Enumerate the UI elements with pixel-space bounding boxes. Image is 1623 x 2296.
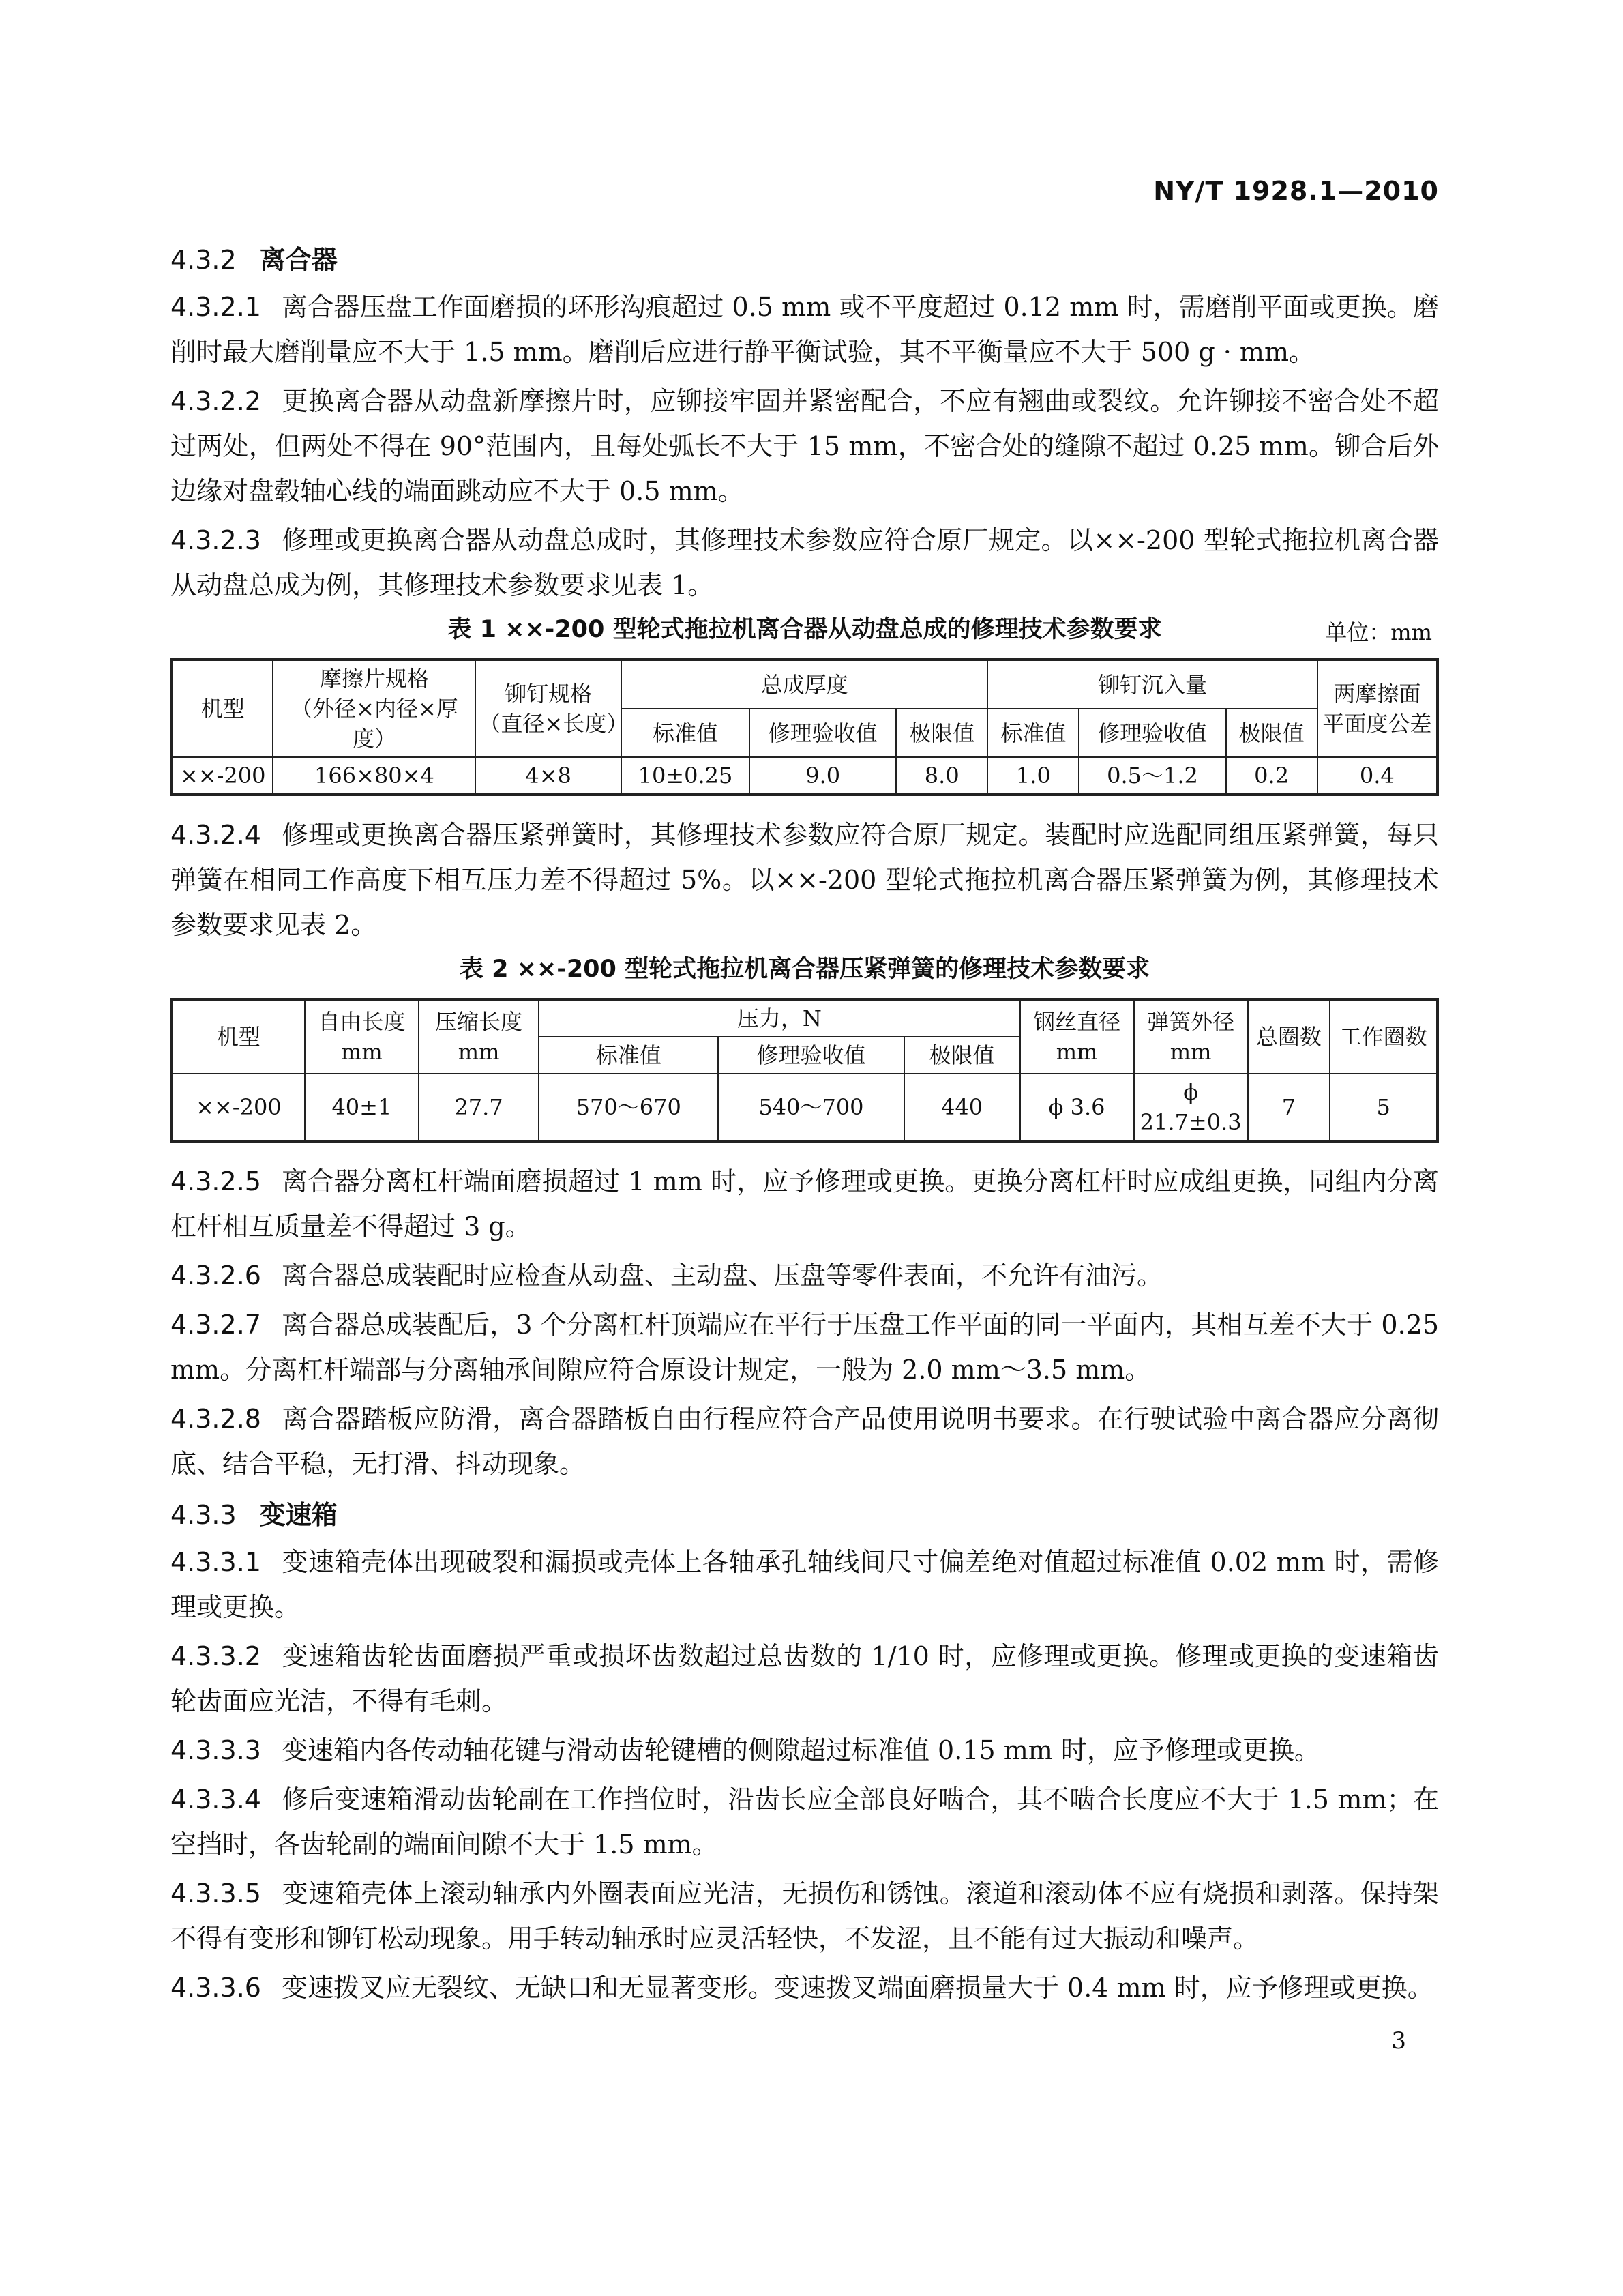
clause-4-3-2-4 xyxy=(170,812,1439,947)
clause-text: 变速箱壳体上滚动轴承内外圈表面应光洁，无损伤和锈蚀。滚道和滚动体不应有烧损和剥落。保持架不得有变形和铆钉松动现象。用手转动轴承时应灵活轻快，不发涩，且不能有过大振动和噪声。 xyxy=(170,1879,1439,1954)
clause-number: 4.3.3.3 xyxy=(170,1735,261,1765)
clause-number: 4.3.2.3 xyxy=(170,525,261,555)
header-cell: 自由长度 mm xyxy=(305,999,419,1074)
clause-4-3-2-1 xyxy=(170,284,1439,374)
clause-4-3-3-5 xyxy=(170,1871,1439,1961)
clause-text: 离合器踏板应防滑，离合器踏板自由行程应符合产品使用说明书要求。在行驶试验中离合器应分离彻底、结合平稳，无打滑、抖动现象。 xyxy=(170,1404,1439,1479)
page-number: 3 xyxy=(1391,2027,1406,2055)
header-cell: 总圈数 xyxy=(1248,999,1330,1074)
clause-number: 4.3.2.4 xyxy=(170,820,261,850)
header-cell: 极限值 xyxy=(1226,709,1317,757)
clause-4-3-3-1 xyxy=(170,1540,1439,1630)
table-header-row xyxy=(172,999,1438,1037)
table-cell: 166×80×4 xyxy=(273,757,475,795)
clause-4-3-3-3 xyxy=(170,1728,1439,1773)
table-row xyxy=(172,1074,1438,1141)
clause-text: 离合器总成装配后，3 个分离杠杆顶端应在平行于压盘工作平面的同一平面内，其相互差不大于 0.25 mm。分离杠杆端部与分离轴承间隙应符合原设计规定，一般为 2.0 mm～3.5 mm。 xyxy=(170,1310,1439,1385)
table-cell: 10±0.25 xyxy=(621,757,749,795)
clause-4-3-3-4 xyxy=(170,1777,1439,1867)
section-number: 4.3.3 xyxy=(170,1500,237,1530)
table-cell: 9.0 xyxy=(749,757,896,795)
clause-number: 4.3.2.8 xyxy=(170,1404,261,1434)
clause-text: 修理或更换离合器从动盘总成时，其修理技术参数应符合原厂规定。以××-200 型轮式拖拉机离合器从动盘总成为例，其修理技术参数要求见表 1。 xyxy=(170,525,1439,600)
clause-number: 4.3.2.1 xyxy=(170,292,261,322)
table-caption-text: 表 2 ××-200 型轮式拖拉机离合器压紧弹簧的修理技术参数要求 xyxy=(459,956,1150,983)
header-cell: 两摩擦面 平面度公差 xyxy=(1317,660,1438,757)
header-cell: 机型 xyxy=(172,660,273,757)
clause-text: 修后变速箱滑动齿轮副在工作挡位时，沿齿长应全部良好啮合，其不啮合长度应不大于 1.5 mm；在空挡时，各齿轮副的端面间隙不大于 1.5 mm。 xyxy=(170,1784,1439,1859)
header-cell: 压缩长度 mm xyxy=(419,999,539,1074)
header-cell: 工作圈数 xyxy=(1330,999,1438,1074)
table-cell: 5 xyxy=(1330,1074,1438,1141)
header-cell: 修理验收值 xyxy=(718,1037,904,1074)
table-cell: 570～670 xyxy=(539,1074,718,1141)
table-cell: ××-200 xyxy=(172,757,273,795)
clause-4-3-2-5 xyxy=(170,1159,1439,1249)
clause-number: 4.3.2.2 xyxy=(170,386,261,416)
table-cell: 0.5～1.2 xyxy=(1079,757,1225,795)
clause-4-3-3-6 xyxy=(170,1965,1439,2010)
clause-4-3-2-3 xyxy=(170,518,1439,608)
header-cell: 压力，N xyxy=(539,999,1019,1037)
section-heading-4-3-2 xyxy=(170,235,1439,284)
clause-number: 4.3.2.7 xyxy=(170,1310,261,1340)
header-cell: 机型 xyxy=(172,999,305,1074)
table-cell: 0.2 xyxy=(1226,757,1317,795)
table-2 xyxy=(170,998,1439,1143)
clause-4-3-2-8 xyxy=(170,1396,1439,1486)
table-2-caption xyxy=(170,953,1439,986)
clause-text: 离合器分离杠杆端面磨损超过 1 mm 时，应予修理或更换。更换分离杠杆时应成组更换，同组内分离杠杆相互质量差不得超过 3 g。 xyxy=(170,1166,1439,1241)
table-cell: ϕ 3.6 xyxy=(1020,1074,1134,1141)
section-title: 离合器 xyxy=(259,245,338,275)
header-cell: 标准值 xyxy=(987,709,1079,757)
table-cell: 540～700 xyxy=(718,1074,904,1141)
table-cell: 1.0 xyxy=(987,757,1079,795)
header-cell: 极限值 xyxy=(896,709,987,757)
table-row xyxy=(172,757,1438,795)
clause-text: 变速拨叉应无裂纹、无缺口和无显著变形。变速拨叉端面磨损量大于 0.4 mm 时，应予修理或更换。 xyxy=(281,1973,1433,2003)
clause-number: 4.3.3.4 xyxy=(170,1784,261,1814)
clause-text: 离合器压盘工作面磨损的环形沟痕超过 0.5 mm 或不平度超过 0.12 mm 时，需磨削平面或更换。磨削时最大磨削量应不大于 1.5 mm。磨削后应进行静平衡试验，其不平衡量应不大于 500 g · mm。 xyxy=(170,292,1439,367)
clause-number: 4.3.2.5 xyxy=(170,1166,261,1196)
section-number: 4.3.2 xyxy=(170,245,237,275)
table-cell: 7 xyxy=(1248,1074,1330,1141)
header-cell: 钢丝直径 mm xyxy=(1020,999,1134,1074)
clause-text: 离合器总成装配时应检查从动盘、主动盘、压盘等零件表面，不允许有油污。 xyxy=(281,1261,1163,1291)
table-cell: ϕ 21.7±0.3 xyxy=(1134,1074,1248,1141)
clause-text: 变速箱壳体出现破裂和漏损或壳体上各轴承孔轴线间尺寸偏差绝对值超过标准值 0.02 mm 时，需修理或更换。 xyxy=(170,1547,1439,1622)
section-title: 变速箱 xyxy=(259,1500,338,1530)
clause-number: 4.3.2.6 xyxy=(170,1261,261,1291)
clause-text: 更换离合器从动盘新摩擦片时，应铆接牢固并紧密配合，不应有翘曲或裂纹。允许铆接不密合处不超过两处，但两处不得在 90°范围内，且每处弧长不大于 15 mm，不密合处的缝隙不超过 0.25 mm。铆合后外边缘对盘毂轴心线的端面跳动应不大于 0.5 mm。 xyxy=(170,386,1439,506)
header-cell: 修理验收值 xyxy=(1079,709,1225,757)
clause-4-3-3-2 xyxy=(170,1634,1439,1724)
header-cell: 极限值 xyxy=(904,1037,1020,1074)
table-cell: 440 xyxy=(904,1074,1020,1141)
clause-4-3-2-6 xyxy=(170,1253,1439,1298)
table-cell: 27.7 xyxy=(419,1074,539,1141)
header-cell: 弹簧外径 mm xyxy=(1134,999,1248,1074)
document-number: NY/T 1928.1—2010 xyxy=(1153,176,1439,206)
clause-number: 4.3.3.1 xyxy=(170,1547,261,1577)
header-cell: 铆钉规格 （直径×长度） xyxy=(475,660,621,757)
header-cell: 总成厚度 xyxy=(621,660,987,709)
clause-number: 4.3.3.6 xyxy=(170,1973,261,2003)
table-1-caption xyxy=(170,613,1439,646)
section-heading-4-3-3 xyxy=(170,1490,1439,1540)
header-cell: 铆钉沉入量 xyxy=(987,660,1317,709)
table-header-row xyxy=(172,660,1438,709)
header-cell: 标准值 xyxy=(539,1037,718,1074)
page-content xyxy=(170,235,1439,2014)
table-cell: ××-200 xyxy=(172,1074,305,1141)
clause-text: 修理或更换离合器压紧弹簧时，其修理技术参数应符合原厂规定。装配时应选配同组压紧弹簧，每只弹簧在相同工作高度下相互压力差不得超过 5%。以××-200 型轮式拖拉机离合器压紧弹簧为例，其修理技术参数要求见表 2。 xyxy=(170,820,1439,940)
header-cell: 标准值 xyxy=(621,709,749,757)
clause-text: 变速箱内各传动轴花键与滑动齿轮键槽的侧隙超过标准值 0.15 mm 时，应予修理或更换。 xyxy=(281,1735,1320,1765)
table-cell: 40±1 xyxy=(305,1074,419,1141)
table-unit: 单位：mm xyxy=(1325,619,1432,645)
clause-4-3-2-2 xyxy=(170,379,1439,514)
clause-text: 变速箱齿轮齿面磨损严重或损坏齿数超过总齿数的 1/10 时，应修理或更换。修理或更换的变速箱齿轮齿面应光洁，不得有毛刺。 xyxy=(170,1641,1439,1716)
header-cell: 修理验收值 xyxy=(749,709,896,757)
table-caption-text: 表 1 ××-200 型轮式拖拉机离合器从动盘总成的修理技术参数要求 xyxy=(447,616,1162,643)
table-cell: 0.4 xyxy=(1317,757,1438,795)
clause-4-3-2-7 xyxy=(170,1302,1439,1392)
table-cell: 8.0 xyxy=(896,757,987,795)
header-cell: 摩擦片规格 （外径×内径×厚度） xyxy=(273,660,475,757)
clause-number: 4.3.3.2 xyxy=(170,1641,261,1671)
table-1 xyxy=(170,658,1439,796)
table-cell: 4×8 xyxy=(475,757,621,795)
clause-number: 4.3.3.5 xyxy=(170,1879,261,1909)
